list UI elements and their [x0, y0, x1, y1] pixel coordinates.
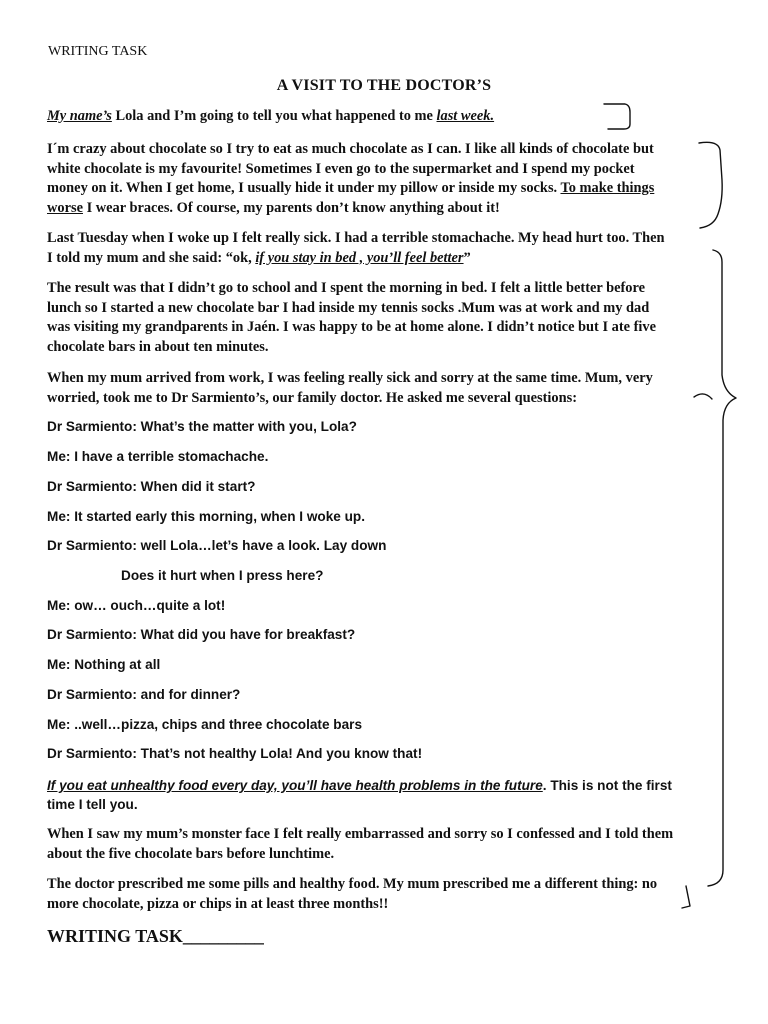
underlined-quote: if you stay in bed , you’ll feel better: [255, 249, 464, 266]
bracket-end: [682, 886, 690, 908]
dialogue-line: Me: ..well…pizza, chips and three chocolate bars: [47, 717, 362, 732]
dialogue-line: Me: ow… ouch…quite a lot!: [47, 598, 226, 613]
writing-task-footer: WRITING TASK_________: [47, 926, 264, 946]
text-line: I told my mum and she said: “ok,: [47, 249, 256, 266]
bracket-arrow-tip: [694, 394, 712, 399]
dialogue-line: Dr Sarmiento: What did you have for breakfast?: [47, 627, 356, 642]
underlined-phrase: To make things: [560, 180, 655, 196]
text-line: money on it. When I get home, I usually hide it under my pillow or inside my socks.: [47, 180, 561, 196]
bracket-story: [708, 250, 736, 886]
header-label: WRITING TASK: [48, 44, 148, 59]
dialogue-line: Me: Nothing at all: [47, 657, 161, 672]
text-line: Last Tuesday when I woke up I felt really sick. I had a terrible stomachache. My head hurt too. Then: [47, 230, 665, 246]
dialogue-line-indented: Does it hurt when I press here?: [121, 568, 324, 583]
warning-text-line-2: time I tell you.: [47, 797, 138, 812]
dialogue-line: Dr Sarmiento: well Lola…let’s have a look. Lay down: [47, 538, 387, 553]
text-line: lunch so I started a new chocolate bar I had inside my tennis socks .Mum was at work and my dad: [47, 299, 650, 316]
intro-underlined-name: My name’s: [47, 108, 112, 124]
warning-text: . This is not the first: [542, 778, 672, 793]
bracket-paragraph-one: [699, 142, 722, 228]
intro-text: Lola and I’m going to tell you what happened to me: [111, 108, 437, 124]
underlined-warning: If you eat unhealthy food every day, you’ll have health problems in the future: [47, 778, 543, 793]
intro-underlined-time: last week.: [436, 108, 495, 124]
text-line: about the five chocolate bars before lunchtime.: [47, 845, 335, 862]
text-line: When I saw my mum’s monster face I felt really embarrassed and sorry so I confessed and I told them: [47, 826, 674, 842]
bracket-intro: [604, 104, 630, 129]
dialogue-line: Me: I have a terrible stomachache.: [47, 449, 269, 464]
quote-close: ”: [463, 249, 471, 266]
text-line: worried, took me to Dr Sarmiento’s, our family doctor. He asked me several questions:: [47, 389, 577, 406]
page-title: A VISIT TO THE DOCTOR’S: [276, 77, 492, 94]
dialogue-line: Dr Sarmiento: What’s the matter with you, Lola?: [47, 419, 357, 434]
dialogue-line: Dr Sarmiento: When did it start?: [47, 479, 256, 494]
dialogue-line: Dr Sarmiento: and for dinner?: [47, 687, 241, 702]
underlined-phrase: worse: [47, 199, 83, 216]
text-line: The result was that I didn’t go to school and I spent the morning in bed. I felt a little better before: [47, 280, 646, 296]
text-line: chocolate bars in about ten minutes.: [47, 338, 269, 355]
text-line: I wear braces. Of course, my parents don’t know anything about it!: [82, 199, 500, 216]
text-line: When my mum arrived from work, I was feeling really sick and sorry at the same time. Mum, very: [47, 370, 653, 386]
dialogue-line: Dr Sarmiento: That’s not healthy Lola! And you know that!: [47, 746, 423, 761]
text-line: I´m crazy about chocolate so I try to eat as much chocolate as I can. I like all kinds of chocolate but: [47, 141, 654, 157]
text-line: was visiting my grandparents in Jaén. I was happy to be at home alone. I didn’t notice but I ate five: [47, 319, 656, 335]
dialogue-line: Me: It started early this morning, when I woke up.: [47, 509, 365, 524]
text-line: white chocolate is my favourite! Sometimes I even go to the supermarket and I spend my pocket: [47, 160, 635, 177]
text-line: The doctor prescribed me some pills and healthy food. My mum prescribed me a different thing: no: [47, 876, 658, 892]
text-line: more chocolate, pizza or chips in at least three months!!: [47, 895, 389, 912]
